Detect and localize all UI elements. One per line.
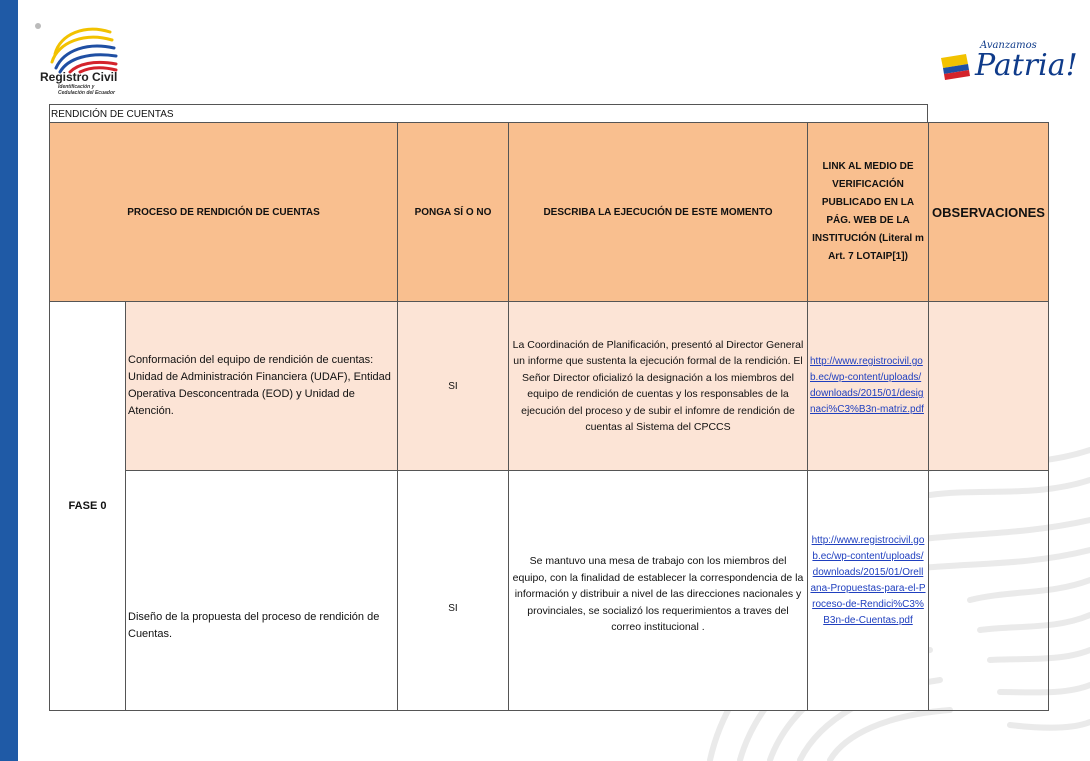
table-row-1-describa [508,301,808,471]
phase-label: FASE 0 [68,500,107,512]
table-row-1-link [807,301,929,471]
header-observaciones [928,122,1049,302]
table-title: RENDICIÓN DE CUENTAS [51,109,174,120]
row-1-proceso-text: Conformación del equipo de rendición de cuentas: Unidad de Administración Financiera (UDAF), Entidad Operativa Desconcentrada (EOD) y Unidad de Atención. [128,354,391,417]
table-row-1-ponga [397,301,509,471]
table-row-1-proceso [125,301,398,471]
side-accent-bar [0,0,18,761]
header-ponga-label: PONGA SÍ O NO [414,206,492,218]
header-link-label: LINK AL MEDIO DE VERIFICACIÓN PUBLICADO EN LA PÁG. WEB DE LA INSTITUCIÓN (Literal m Art. 7 LOTAIP[1]) [812,161,924,262]
header-observaciones-label: OBSERVACIONES [932,204,1045,220]
table-row-2-describa [508,470,808,711]
header-describa [508,122,808,302]
row-2-ponga-text: SI [448,603,458,614]
table-row-1-observaciones [928,301,1049,471]
header-describa-label: DESCRIBA LA EJECUCIÓN DE ESTE MOMENTO [543,206,773,218]
patria-tagline: Avanzamos [980,40,1037,51]
table-title-box [49,104,928,122]
header-ponga [397,122,509,302]
row-1-ponga-text: SI [448,380,458,392]
row-1-describa-text: La Coordinación de Planificación, presentó al Director General un informe que sustenta la ejecución formal de la rendición. El Señor Director oficializó la designación a los miembros del equipo de rendición de cuentas y los responsables de la ejecución del proceso y de subir el infomre de rendición de cuentas al Sistema del CPCCS [512,338,804,433]
registro-civil-title: Registro Civil [40,70,118,84]
header-proceso [49,122,398,302]
row-2-proceso-text: Diseño de la propuesta del proceso de rendición de Cuentas. [128,610,380,640]
patria-wordmark: Patria! [975,48,1078,83]
row-2-describa-text: Se mantuvo una mesa de trabajo con los miembros del equipo, con la finalidad de establecer la correspondencia de la información y distribuir a nivel de las direcciones nacionales y provinciales, se socializó los requerimientos a traves del correo institucional . [512,555,804,634]
header-proceso-label: PROCESO DE RENDICIÓN DE CUENTAS [127,206,320,218]
table-row-2-proceso [125,470,398,711]
table-row-2-ponga [397,470,509,711]
row-2-verification-link[interactable]: http://www.registrocivil.gob.ec/wp-content/uploads/downloads/2015/01/Orellana-Propuestas-para-el-Proceso-de-Rendici%C3%B3n-de-Cuentas.pdf [810,534,926,626]
row-1-verification-link[interactable]: http://www.registrocivil.gob.ec/wp-content/uploads/downloads/2015/01/designaci%C3%B3n-matriz.pdf [810,356,924,415]
table-row-2-observaciones [928,470,1049,711]
table-row-2-link [807,470,929,711]
header-link [807,122,929,302]
registro-civil-subtitle: Identificación y Cedulación del Ecuador [58,84,115,96]
phase-cell [49,301,126,711]
